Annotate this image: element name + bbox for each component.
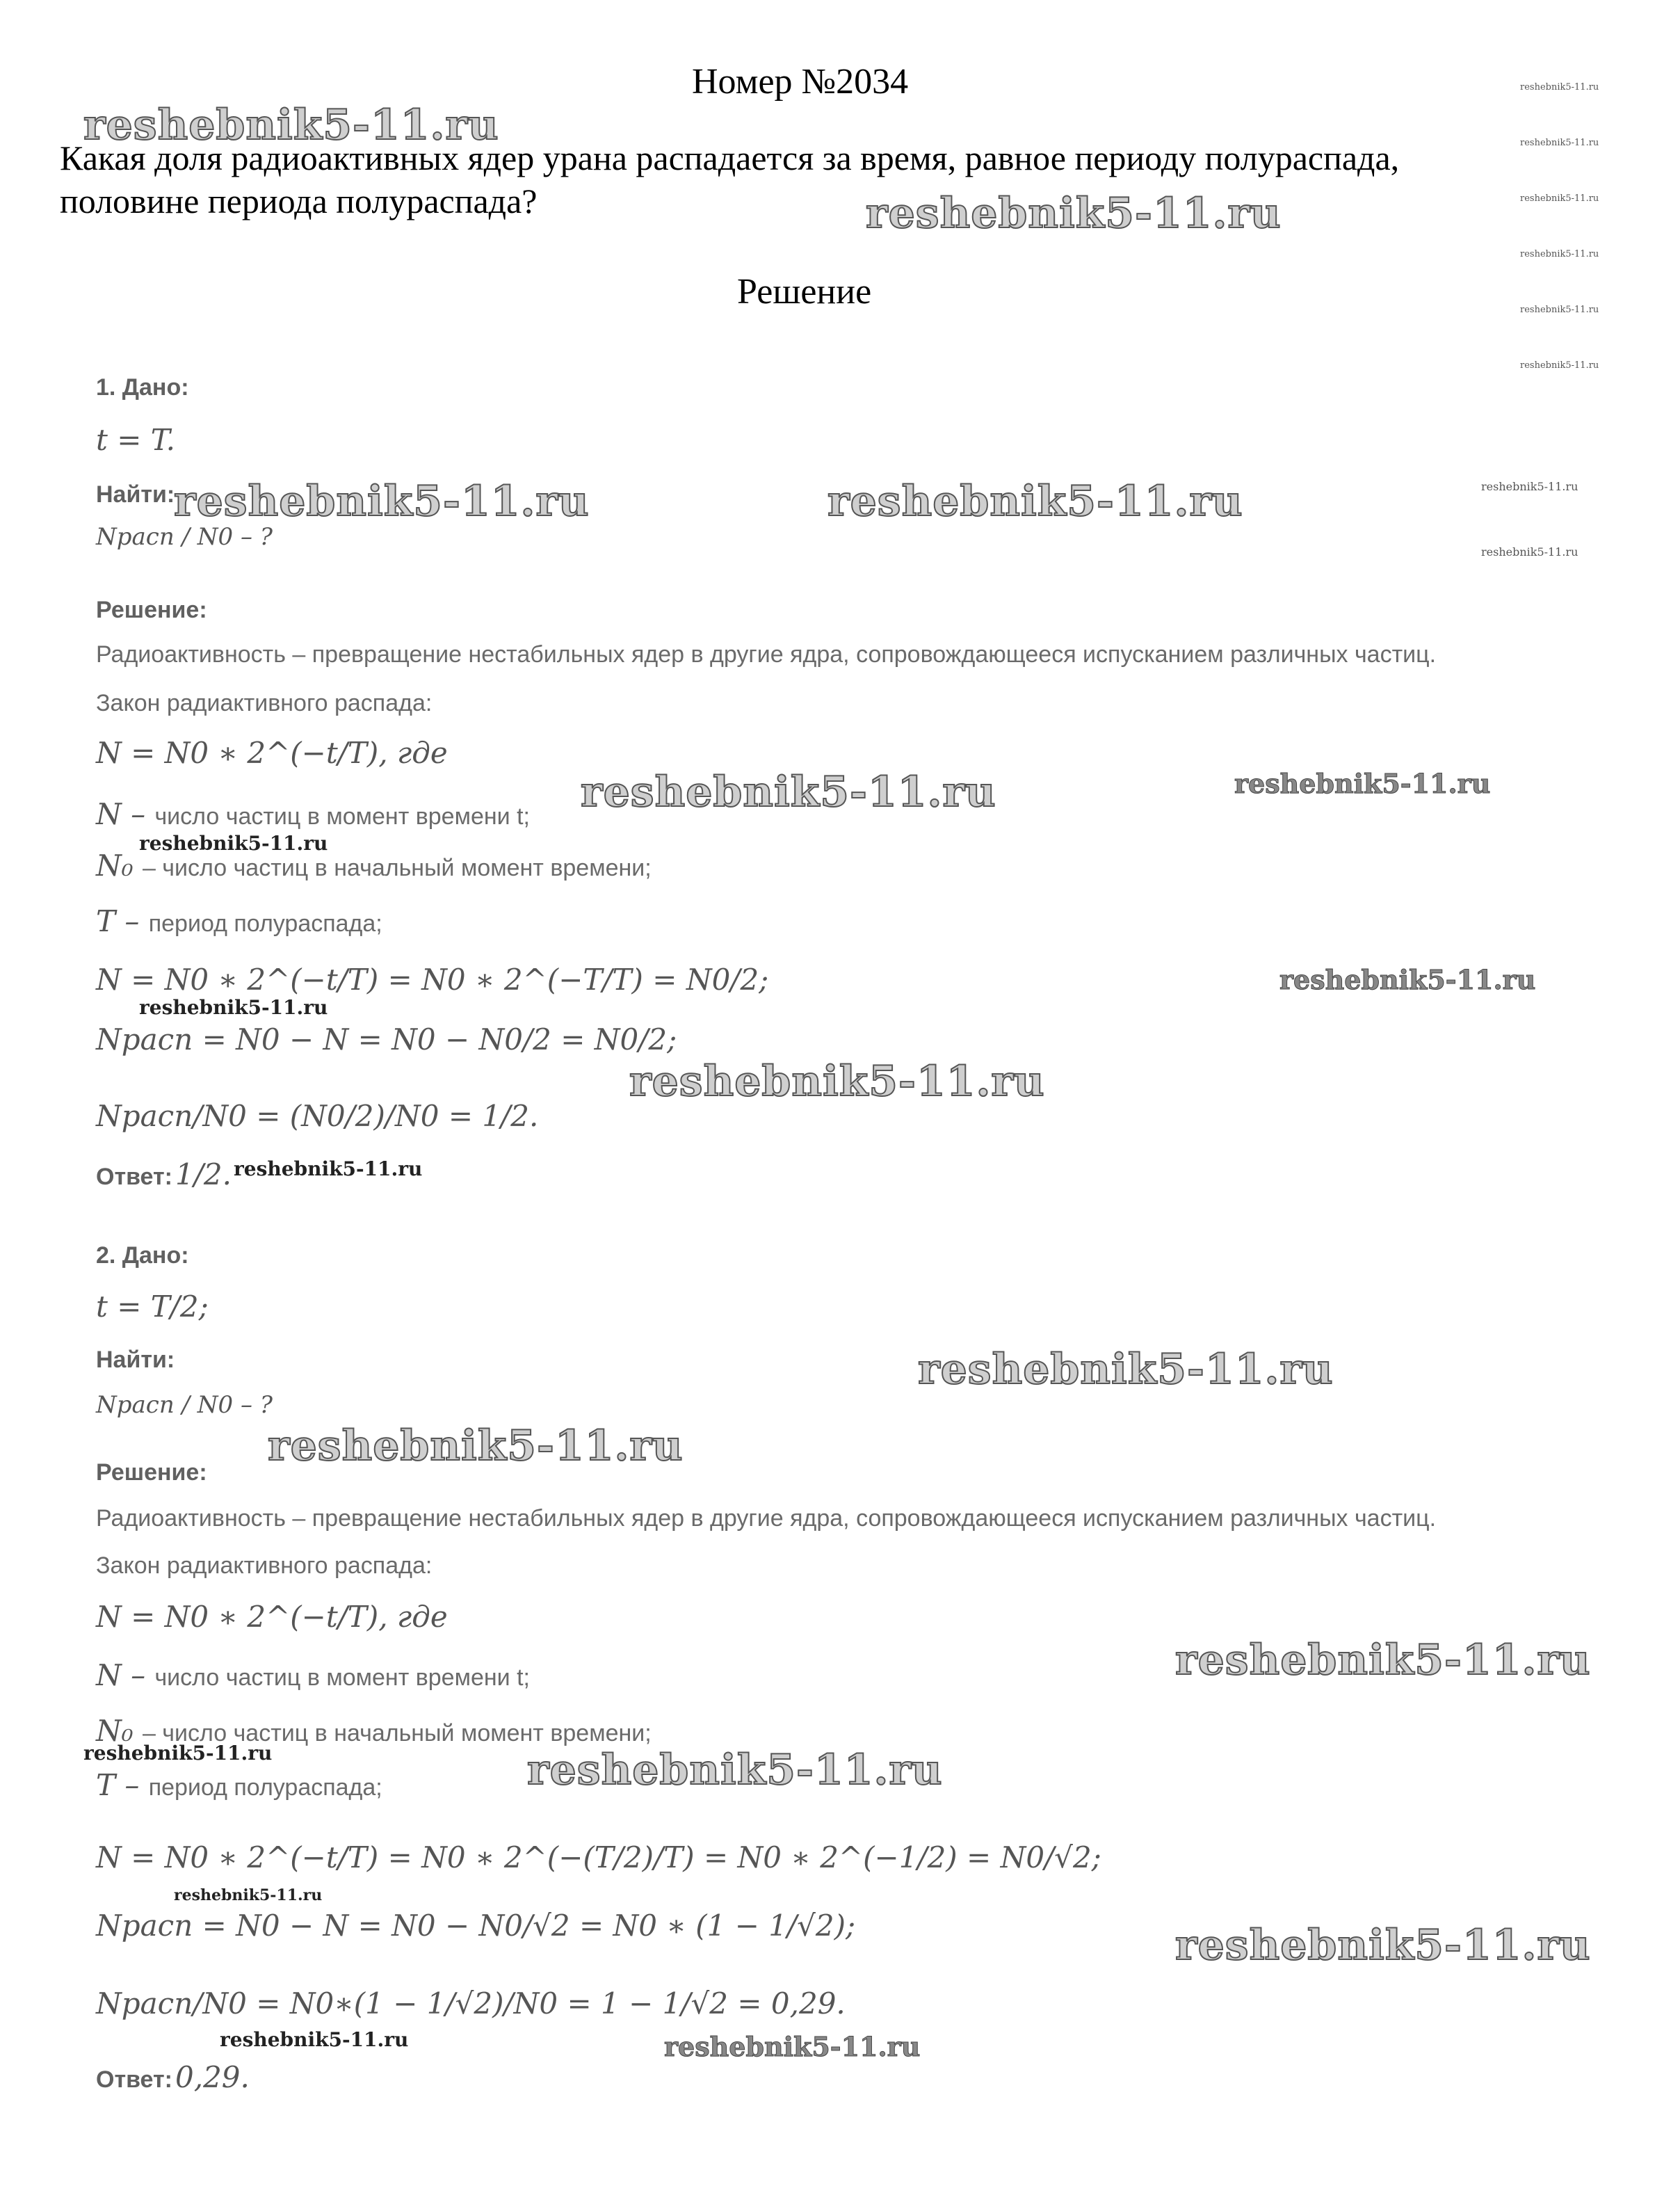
part2-given: t = T/2; [96,1290,209,1324]
part1-def-N: число частиц в момент времени t; [154,803,530,830]
part2-symbol-T: T – [96,1768,149,1802]
watermark: reshebnik5-11.ru [1279,964,1536,995]
part2-def-N-row [96,1658,530,1692]
part2-def-N0: – число частиц в начальный момент времени; [142,1720,652,1746]
part1-def-T-row [96,904,382,938]
part2-eq2: Nрасп = N0 − N = N0 − N0/√2 = N0 ∗ (1 − 1/√2); [96,1909,856,1943]
watermark: reshebnik5-11.ru [1481,545,1578,559]
part2-answer-label: Ответ: [96,2066,172,2093]
part1-eq2: Nрасп = N0 − N = N0 − N0/2 = N0/2; [96,1022,677,1057]
watermark: reshebnik5-11.ru [1175,1921,1591,1970]
part2-law-label: Закон радиактивного распада: [96,1552,433,1579]
part2-eq3: Nрасп/N0 = N0∗(1 − 1/√2)/N0 = 1 − 1/√2 = 0,29. [96,1986,846,2021]
solution-heading: Решение [737,272,872,312]
watermark: reshebnik5-11.ru [83,101,499,150]
part2-find-label: Найти: [96,1347,175,1373]
part1-given-label: 1. Дано: [96,374,189,401]
part2-answer: 0,29. [175,2060,250,2094]
part2-def-N: число частиц в момент времени t; [154,1664,530,1691]
part1-answer-label: Ответ: [96,1164,172,1190]
watermark: reshebnik5-11.ru [629,1057,1045,1106]
watermark: reshebnik5-11.ru [1520,360,1599,371]
part2-def-T-row [96,1768,382,1802]
watermark: reshebnik5-11.ru [1520,138,1599,148]
part1-answer-row [96,1157,232,1191]
part2-solution-label: Решение: [96,1459,207,1486]
watermark: reshebnik5-11.ru [1520,305,1599,315]
part2-law: N = N0 ∗ 2^(−t/T), где [96,1600,448,1634]
watermark: reshebnik5-11.ru [1481,480,1578,493]
part1-given: t = T. [96,423,175,457]
watermark: reshebnik5-11.ru [527,1746,943,1794]
part1-symbol-T: T – [96,904,149,938]
part2-symbol-N0: N₀ [96,1714,143,1748]
watermark: reshebnik5-11.ru [1520,249,1599,259]
watermark: reshebnik5-11.ru [174,1886,323,1904]
part1-solution-label: Решение: [96,597,207,623]
part1-def-T: период полураспада; [148,910,382,937]
part1-find-expr: Nрасп / N0 – ? [96,523,273,551]
watermark: reshebnik5-11.ru [1520,193,1599,204]
part1-eq1: N = N0 ∗ 2^(−t/T) = N0 ∗ 2^(−T/T) = N0/2; [96,963,769,997]
watermark: reshebnik5-11.ru [174,477,590,526]
part1-law: N = N0 ∗ 2^(−t/T), где [96,736,448,770]
watermark: reshebnik5-11.ru [139,996,328,1019]
watermark: reshebnik5-11.ru [268,1422,684,1470]
part1-find-label: Найти: [96,481,175,508]
watermark: reshebnik5-11.ru [139,832,328,855]
problem-question: Какая доля радиоактивных ядер урана распадается за время, равное периоду полураспада, половине периода полураспада? [60,138,1400,220]
watermark: reshebnik5-11.ru [866,189,1282,238]
part2-def-T: период полураспада; [148,1774,382,1801]
part1-def-N-row [96,797,530,831]
part1-symbol-N0: N₀ [96,849,143,883]
part2-given-label: 2. Дано: [96,1242,189,1269]
watermark: reshebnik5-11.ru [234,1157,423,1180]
part1-def-N0: – число частиц в начальный момент времени; [142,855,652,881]
part1-answer: 1/2. [175,1157,232,1191]
part1-symbol-N: N – [96,797,155,831]
watermark: reshebnik5-11.ru [827,477,1243,526]
watermark: reshebnik5-11.ru [664,2031,921,2062]
part1-definition: Радиоактивность – превращение нестабильных ядер в другие ядра, сопровождающееся испусканием различных частиц. [96,641,1437,668]
watermark: reshebnik5-11.ru [1175,1636,1591,1685]
part1-eq3: Nрасп/N0 = (N0/2)/N0 = 1/2. [96,1099,539,1133]
part2-eq1: N = N0 ∗ 2^(−t/T) = N0 ∗ 2^(−(T/2)/T) = N0 ∗ 2^(−1/2) = N0/√2; [96,1840,1101,1874]
watermark: reshebnik5-11.ru [581,768,996,817]
watermark: reshebnik5-11.ru [83,1742,273,1765]
watermark: reshebnik5-11.ru [220,2028,409,2051]
page-title: Номер №2034 [692,62,909,102]
watermark: reshebnik5-11.ru [1234,768,1491,799]
part2-find-expr: Nрасп / N0 – ? [96,1391,273,1419]
watermark: reshebnik5-11.ru [1520,82,1599,93]
part2-definition: Радиоактивность – превращение нестабильных ядер в другие ядра, сопровождающееся испусканием различных частиц. [96,1505,1437,1532]
part1-law-label: Закон радиактивного распада: [96,690,433,716]
part2-symbol-N: N – [96,1658,155,1692]
watermark: reshebnik5-11.ru [918,1345,1334,1394]
part2-answer-row [96,2060,250,2094]
